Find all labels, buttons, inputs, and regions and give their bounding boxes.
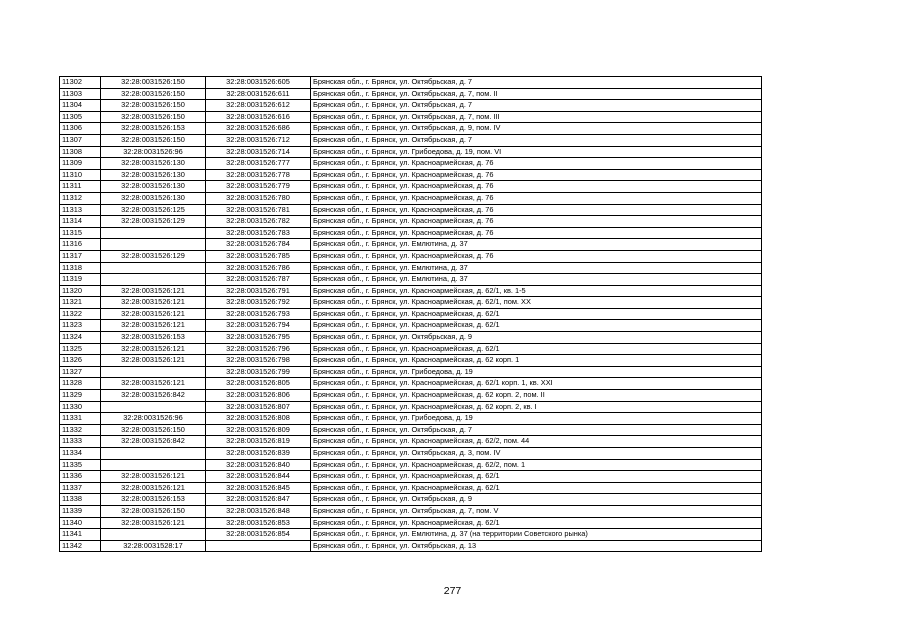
object-number-cell: 32:28:0031526:847 — [206, 494, 311, 506]
parcel-number-cell: 32:28:0031526:150 — [101, 424, 206, 436]
parcel-number-cell: 32:28:0031526:842 — [101, 390, 206, 402]
parcel-number-cell: 32:28:0031526:96 — [101, 146, 206, 158]
table-row — [60, 77, 762, 89]
object-number-cell: 32:28:0031526:714 — [206, 146, 311, 158]
object-number-cell: 32:28:0031526:840 — [206, 459, 311, 471]
object-number-cell: 32:28:0031526:808 — [206, 413, 311, 425]
address-cell: Брянская обл., г. Брянск, ул. Красноармейская, д. 62/1, кв. 1-5 — [311, 285, 762, 297]
row-number-cell: 11311 — [60, 181, 101, 193]
address-cell: Брянская обл., г. Брянск, ул. Октябрьская, д. 7 — [311, 100, 762, 112]
row-number-cell: 11307 — [60, 134, 101, 146]
object-number-cell: 32:28:0031526:686 — [206, 123, 311, 135]
parcel-number-cell — [101, 274, 206, 286]
row-number-cell: 11308 — [60, 146, 101, 158]
row-number-cell: 11322 — [60, 308, 101, 320]
row-number-cell: 11312 — [60, 192, 101, 204]
address-cell: Брянская обл., г. Брянск, ул. Октябрьская, д. 7, пом. V — [311, 505, 762, 517]
table-row — [60, 100, 762, 112]
parcel-number-cell: 32:28:0031526:121 — [101, 320, 206, 332]
parcel-number-cell — [101, 401, 206, 413]
parcel-number-cell: 32:28:0031528:17 — [101, 540, 206, 552]
object-number-cell: 32:28:0031526:793 — [206, 308, 311, 320]
row-number-cell: 11326 — [60, 355, 101, 367]
address-cell: Брянская обл., г. Брянск, ул. Красноармейская, д. 62/1 — [311, 308, 762, 320]
row-number-cell: 11323 — [60, 320, 101, 332]
row-number-cell: 11332 — [60, 424, 101, 436]
object-number-cell: 32:28:0031526:786 — [206, 262, 311, 274]
parcel-number-cell: 32:28:0031526:130 — [101, 192, 206, 204]
parcel-number-cell: 32:28:0031526:121 — [101, 471, 206, 483]
object-number-cell: 32:28:0031526:781 — [206, 204, 311, 216]
table-row — [60, 146, 762, 158]
object-number-cell: 32:28:0031526:612 — [206, 100, 311, 112]
object-number-cell: 32:28:0031526:809 — [206, 424, 311, 436]
table-row — [60, 517, 762, 529]
object-number-cell: 32:28:0031526:819 — [206, 436, 311, 448]
parcel-number-cell: 32:28:0031526:121 — [101, 378, 206, 390]
object-number-cell: 32:28:0031526:796 — [206, 343, 311, 355]
parcel-number-cell: 32:28:0031526:121 — [101, 355, 206, 367]
address-cell: Брянская обл., г. Брянск, ул. Октябрьская, д. 9 — [311, 494, 762, 506]
object-number-cell: 32:28:0031526:807 — [206, 401, 311, 413]
table-row — [60, 378, 762, 390]
parcel-number-cell: 32:28:0031526:130 — [101, 169, 206, 181]
address-cell: Брянская обл., г. Брянск, ул. Красноармейская, д. 62 корп. 1 — [311, 355, 762, 367]
row-number-cell: 11317 — [60, 250, 101, 262]
table-row — [60, 181, 762, 193]
object-number-cell: 32:28:0031526:839 — [206, 448, 311, 460]
table-row — [60, 158, 762, 170]
row-number-cell: 11337 — [60, 482, 101, 494]
table-row — [60, 227, 762, 239]
row-number-cell: 11338 — [60, 494, 101, 506]
object-number-cell: 32:28:0031526:792 — [206, 297, 311, 309]
object-number-cell: 32:28:0031526:779 — [206, 181, 311, 193]
parcel-number-cell — [101, 262, 206, 274]
object-number-cell: 32:28:0031526:780 — [206, 192, 311, 204]
row-number-cell: 11335 — [60, 459, 101, 471]
parcel-number-cell — [101, 459, 206, 471]
parcel-number-cell — [101, 227, 206, 239]
row-number-cell: 11310 — [60, 169, 101, 181]
parcel-number-cell: 32:28:0031526:153 — [101, 494, 206, 506]
address-cell: Брянская обл., г. Брянск, ул. Октябрьская, д. 7 — [311, 424, 762, 436]
table-row — [60, 320, 762, 332]
row-number-cell: 11303 — [60, 88, 101, 100]
object-number-cell: 32:28:0031526:784 — [206, 239, 311, 251]
table-row — [60, 494, 762, 506]
row-number-cell: 11319 — [60, 274, 101, 286]
row-number-cell: 11333 — [60, 436, 101, 448]
parcel-number-cell: 32:28:0031526:129 — [101, 250, 206, 262]
object-number-cell: 32:28:0031526:844 — [206, 471, 311, 483]
table-row — [60, 505, 762, 517]
parcel-number-cell: 32:28:0031526:150 — [101, 88, 206, 100]
row-number-cell: 11324 — [60, 332, 101, 344]
address-cell: Брянская обл., г. Брянск, ул. Грибоедова, д. 19 — [311, 366, 762, 378]
table-row — [60, 366, 762, 378]
row-number-cell: 11329 — [60, 390, 101, 402]
table-row — [60, 436, 762, 448]
object-number-cell: 32:28:0031526:783 — [206, 227, 311, 239]
table-row — [60, 204, 762, 216]
object-number-cell: 32:28:0031526:799 — [206, 366, 311, 378]
address-cell: Брянская обл., г. Брянск, ул. Красноармейская, д. 76 — [311, 204, 762, 216]
object-number-cell: 32:28:0031526:712 — [206, 134, 311, 146]
parcel-number-cell: 32:28:0031526:842 — [101, 436, 206, 448]
row-number-cell: 11325 — [60, 343, 101, 355]
row-number-cell: 11327 — [60, 366, 101, 378]
address-cell: Брянская обл., г. Брянск, ул. Грибоедова, д. 19 — [311, 413, 762, 425]
address-cell: Брянская обл., г. Брянск, ул. Красноармейская, д. 62/1 — [311, 320, 762, 332]
table-row — [60, 413, 762, 425]
row-number-cell: 11313 — [60, 204, 101, 216]
parcel-number-cell: 32:28:0031526:150 — [101, 134, 206, 146]
object-number-cell: 32:28:0031526:787 — [206, 274, 311, 286]
parcel-number-cell — [101, 529, 206, 541]
address-cell: Брянская обл., г. Брянск, ул. Красноармейская, д. 76 — [311, 250, 762, 262]
table-row — [60, 390, 762, 402]
address-cell: Брянская обл., г. Брянск, ул. Красноармейская, д. 76 — [311, 181, 762, 193]
address-cell: Брянская обл., г. Брянск, ул. Красноармейская, д. 62 корп. 2, пом. II — [311, 390, 762, 402]
object-number-cell: 32:28:0031526:798 — [206, 355, 311, 367]
address-cell: Брянская обл., г. Брянск, ул. Красноармейская, д. 76 — [311, 216, 762, 228]
object-number-cell: 32:28:0031526:777 — [206, 158, 311, 170]
table-row — [60, 529, 762, 541]
table-row — [60, 401, 762, 413]
row-number-cell: 11321 — [60, 297, 101, 309]
parcel-number-cell: 32:28:0031526:96 — [101, 413, 206, 425]
table-row — [60, 274, 762, 286]
parcel-number-cell: 32:28:0031526:150 — [101, 505, 206, 517]
row-number-cell: 11315 — [60, 227, 101, 239]
object-number-cell: 32:28:0031526:778 — [206, 169, 311, 181]
table-row — [60, 285, 762, 297]
object-number-cell: 32:28:0031526:845 — [206, 482, 311, 494]
row-number-cell: 11334 — [60, 448, 101, 460]
row-number-cell: 11342 — [60, 540, 101, 552]
address-cell: Брянская обл., г. Брянск, ул. Октябрьская, д. 9, пом. IV — [311, 123, 762, 135]
address-cell: Брянская обл., г. Брянск, ул. Октябрьская, д. 9 — [311, 332, 762, 344]
object-number-cell: 32:28:0031526:605 — [206, 77, 311, 89]
object-number-cell: 32:28:0031526:785 — [206, 250, 311, 262]
address-cell: Брянская обл., г. Брянск, ул. Красноармейская, д. 62/2, пом. 44 — [311, 436, 762, 448]
address-cell: Брянская обл., г. Брянск, ул. Красноармейская, д. 62/1 — [311, 517, 762, 529]
parcel-number-cell: 32:28:0031526:153 — [101, 123, 206, 135]
parcel-number-cell: 32:28:0031526:153 — [101, 332, 206, 344]
row-number-cell: 11340 — [60, 517, 101, 529]
object-number-cell: 32:28:0031526:794 — [206, 320, 311, 332]
address-cell: Брянская обл., г. Брянск, ул. Октябрьская, д. 7 — [311, 77, 762, 89]
parcel-number-cell: 32:28:0031526:121 — [101, 285, 206, 297]
row-number-cell: 11306 — [60, 123, 101, 135]
parcel-number-cell — [101, 448, 206, 460]
object-number-cell: 32:28:0031526:806 — [206, 390, 311, 402]
table-row — [60, 355, 762, 367]
row-number-cell: 11304 — [60, 100, 101, 112]
parcel-number-cell: 32:28:0031526:150 — [101, 77, 206, 89]
table-row — [60, 471, 762, 483]
object-number-cell: 32:28:0031526:795 — [206, 332, 311, 344]
address-cell: Брянская обл., г. Брянск, ул. Грибоедова, д. 19, пом. VI — [311, 146, 762, 158]
object-number-cell — [206, 540, 311, 552]
address-cell: Брянская обл., г. Брянск, ул. Октябрьская, д. 7, пом. II — [311, 88, 762, 100]
address-cell: Брянская обл., г. Брянск, ул. Емлютина, д. 37 — [311, 239, 762, 251]
object-number-cell: 32:28:0031526:853 — [206, 517, 311, 529]
address-cell: Брянская обл., г. Брянск, ул. Красноармейская, д. 62/1 корп. 1, кв. XXI — [311, 378, 762, 390]
table-row — [60, 424, 762, 436]
row-number-cell: 11309 — [60, 158, 101, 170]
address-cell: Брянская обл., г. Брянск, ул. Емлютина, д. 37 — [311, 262, 762, 274]
table-row — [60, 123, 762, 135]
cadastral-table — [59, 76, 762, 552]
address-cell: Брянская обл., г. Брянск, ул. Красноармейская, д. 62/1 — [311, 343, 762, 355]
table-row — [60, 216, 762, 228]
object-number-cell: 32:28:0031526:854 — [206, 529, 311, 541]
object-number-cell: 32:28:0031526:805 — [206, 378, 311, 390]
address-cell: Брянская обл., г. Брянск, ул. Октябрьская, д. 13 — [311, 540, 762, 552]
table-row — [60, 482, 762, 494]
parcel-number-cell: 32:28:0031526:130 — [101, 158, 206, 170]
table-row — [60, 297, 762, 309]
parcel-number-cell: 32:28:0031526:121 — [101, 343, 206, 355]
object-number-cell: 32:28:0031526:616 — [206, 111, 311, 123]
row-number-cell: 11339 — [60, 505, 101, 517]
object-number-cell: 32:28:0031526:848 — [206, 505, 311, 517]
row-number-cell: 11320 — [60, 285, 101, 297]
table-row — [60, 88, 762, 100]
address-cell: Брянская обл., г. Брянск, ул. Красноармейская, д. 62/1, пом. XX — [311, 297, 762, 309]
object-number-cell: 32:28:0031526:782 — [206, 216, 311, 228]
address-cell: Брянская обл., г. Брянск, ул. Красноармейская, д. 62/1 — [311, 471, 762, 483]
row-number-cell: 11328 — [60, 378, 101, 390]
parcel-number-cell: 32:28:0031526:121 — [101, 297, 206, 309]
table-row — [60, 239, 762, 251]
table-row — [60, 250, 762, 262]
parcel-number-cell — [101, 239, 206, 251]
row-number-cell: 11318 — [60, 262, 101, 274]
address-cell: Брянская обл., г. Брянск, ул. Красноармейская, д. 62/2, пом. 1 — [311, 459, 762, 471]
row-number-cell: 11341 — [60, 529, 101, 541]
parcel-number-cell: 32:28:0031526:129 — [101, 216, 206, 228]
address-cell: Брянская обл., г. Брянск, ул. Красноармейская, д. 62 корп. 2, кв. I — [311, 401, 762, 413]
table-row — [60, 192, 762, 204]
table-row — [60, 343, 762, 355]
table-row — [60, 448, 762, 460]
table-row — [60, 134, 762, 146]
table-row — [60, 169, 762, 181]
address-cell: Брянская обл., г. Брянск, ул. Емлютина, д. 37 (на территории Советского рынка) — [311, 529, 762, 541]
row-number-cell: 11330 — [60, 401, 101, 413]
table-row — [60, 540, 762, 552]
row-number-cell: 11302 — [60, 77, 101, 89]
parcel-number-cell: 32:28:0031526:125 — [101, 204, 206, 216]
object-number-cell: 32:28:0031526:611 — [206, 88, 311, 100]
address-cell: Брянская обл., г. Брянск, ул. Красноармейская, д. 62/1 — [311, 482, 762, 494]
address-cell: Брянская обл., г. Брянск, ул. Октябрьская, д. 7 — [311, 134, 762, 146]
row-number-cell: 11316 — [60, 239, 101, 251]
parcel-number-cell: 32:28:0031526:150 — [101, 111, 206, 123]
table-row — [60, 332, 762, 344]
address-cell: Брянская обл., г. Брянск, ул. Октябрьская, д. 3, пом. IV — [311, 448, 762, 460]
parcel-number-cell: 32:28:0031526:121 — [101, 308, 206, 320]
parcel-number-cell: 32:28:0031526:121 — [101, 517, 206, 529]
row-number-cell: 11314 — [60, 216, 101, 228]
row-number-cell: 11305 — [60, 111, 101, 123]
address-cell: Брянская обл., г. Брянск, ул. Октябрьская, д. 7, пом. III — [311, 111, 762, 123]
row-number-cell: 11336 — [60, 471, 101, 483]
address-cell: Брянская обл., г. Брянск, ул. Красноармейская, д. 76 — [311, 192, 762, 204]
object-number-cell: 32:28:0031526:791 — [206, 285, 311, 297]
address-cell: Брянская обл., г. Брянск, ул. Емлютина, д. 37 — [311, 274, 762, 286]
row-number-cell: 11331 — [60, 413, 101, 425]
parcel-number-cell: 32:28:0031526:150 — [101, 100, 206, 112]
table-row — [60, 262, 762, 274]
table-body — [60, 77, 762, 552]
address-cell: Брянская обл., г. Брянск, ул. Красноармейская, д. 76 — [311, 227, 762, 239]
address-cell: Брянская обл., г. Брянск, ул. Красноармейская, д. 76 — [311, 169, 762, 181]
table-row — [60, 308, 762, 320]
parcel-number-cell — [101, 366, 206, 378]
page-number: 277 — [443, 585, 462, 597]
address-cell: Брянская обл., г. Брянск, ул. Красноармейская, д. 76 — [311, 158, 762, 170]
table-row — [60, 111, 762, 123]
parcel-number-cell: 32:28:0031526:121 — [101, 482, 206, 494]
table-row — [60, 459, 762, 471]
parcel-number-cell: 32:28:0031526:130 — [101, 181, 206, 193]
